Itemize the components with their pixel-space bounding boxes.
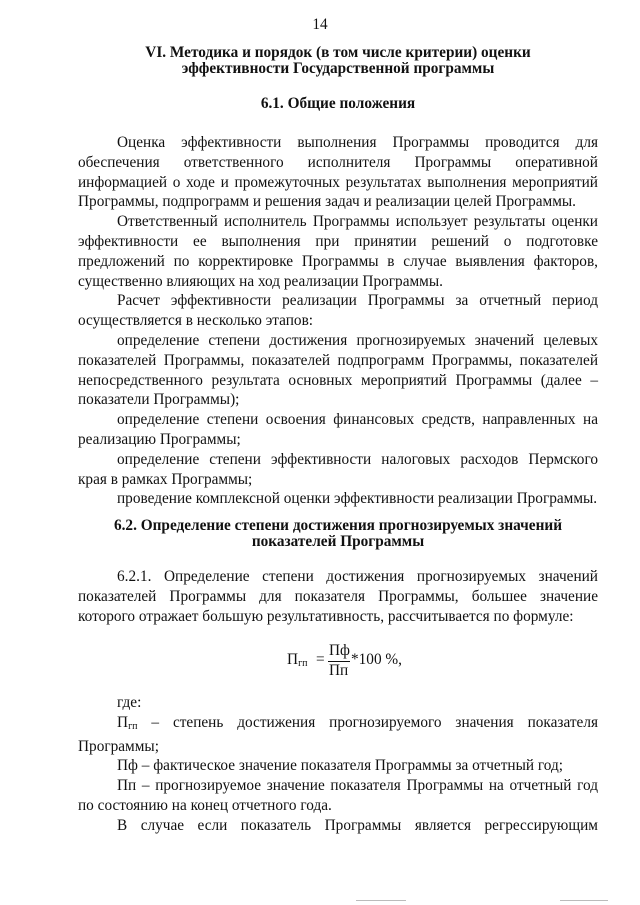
paragraph: определение степени эффективности налоговых расходов Пермского края в рамках Программы; [78,450,598,488]
paragraph: 6.2.1. Определение степени достижения прогнозируемых значений показателей Программы для показателя Программы, большее значение которого отражает большую результативность, рассчитывается по формуле: [78,568,598,625]
formula-lhs: $П_{гп}$ [287,651,308,669]
definitions [78,693,598,836]
section-title-line-1: VI. Методика и порядок (в том числе критерии) оценки [145,44,531,61]
edge-mark [356,900,406,905]
formula-equals: = [316,651,325,668]
subsection-2-title-line-2: показателей Программы [251,533,425,550]
subsection-1-body [78,133,598,509]
where-label: где: [117,694,142,711]
formula-tail: *100 %, [351,651,402,668]
page-number: 14 [312,16,328,33]
paragraph: определение степени освоения финансовых средств, направленных на реализацию Программы; [78,411,598,448]
formula-numerator: Пф [329,642,350,659]
definition-row: $П_{гп}$ – степень достижения прогнозируемого значения показателя Программы; [78,713,598,755]
paragraph: проведение комплексной оценки эффективности реализации Программы. [117,490,598,508]
subsection-2-title [78,518,598,550]
paragraph-last: В случае если показатель Программы является регрессирующим [117,816,598,834]
paragraph: определение степени достижения прогнозируемых значений целевых показателей Программы, показателей подпрограмм Программы, показателей непосредственного результата основных мероприятий Программы (далее – показатели Программы); [78,331,598,409]
definition-row: Пп – прогнозируемое значение показателя Программы на отчетный год по состоянию на конец отчетного года. [78,777,598,814]
subsection-2-title-line-1: 6.2. Определение степени достижения прогнозируемых значений [113,517,563,534]
section-title [78,45,598,77]
subsection-1-title: 6.1. Общие положения [260,95,416,112]
formula-denominator: Пп [329,662,349,679]
formula [287,642,407,682]
definition-row: Пф – фактическое значение показателя Программы за отчетный год; [117,757,564,775]
paragraph: Оценка эффективности выполнения Программы проводится для обеспечения ответственного исполнителя Программы оперативной информацией о ходе и промежуточных результатах выполнения мероприятий Программы, подпрограмм и решения задач и реализации целей Программы. [78,134,598,211]
edge-mark [560,900,608,905]
section-title-line-2: эффективности Государственной программы [181,60,495,77]
paragraph: Ответственный исполнитель Программы использует результаты оценки эффективности ее выполнения при принятии решений о подготовке предложений по корректировке Программы в случае выявления факторов, существенно влияющих на ход реализации Программы. [78,213,598,290]
subsection-2-intro [78,567,598,626]
paragraph: Расчет эффективности реализации Программы за отчетный период осуществляется в несколько этапов: [78,292,598,330]
